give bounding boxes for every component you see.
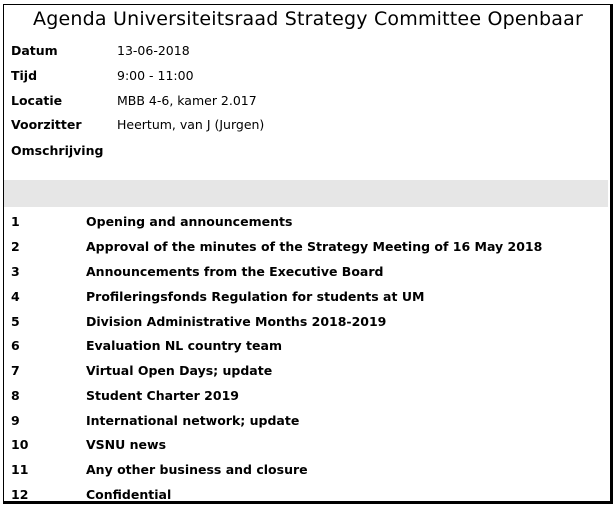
agenda-item-title: Virtual Open Days; update [86, 362, 273, 378]
agenda-item [11, 384, 239, 406]
meta-row-locatie [11, 90, 257, 110]
meta-value: Heertum, van J (Jurgen) [117, 116, 265, 132]
agenda-item-title: Any other business and closure [86, 461, 308, 477]
agenda-item-number: 7 [11, 362, 20, 378]
agenda-item-title: Confidential [86, 486, 172, 502]
agenda-item [11, 260, 383, 282]
agenda-item-title: Announcements from the Executive Board [86, 263, 384, 279]
agenda-item [11, 359, 272, 381]
agenda-item-number: 12 [11, 486, 29, 502]
document-title: Agenda Universiteitsraad Strategy Committee Openbaar [33, 8, 583, 30]
meta-value: 9:00 - 11:00 [117, 67, 194, 83]
meta-label: Datum [11, 42, 58, 58]
agenda-item-title: VSNU news [86, 436, 167, 452]
meta-label: Omschrijving [11, 142, 104, 158]
agenda-item-title: Student Charter 2019 [86, 387, 239, 403]
agenda-item-title: Division Administrative Months 2018-2019 [86, 313, 387, 329]
agenda-item-title: Approval of the minutes of the Strategy Meeting of 16 May 2018 [86, 238, 543, 254]
agenda-item [11, 285, 424, 307]
meta-value: MBB 4-6, kamer 2.017 [117, 92, 257, 108]
agenda-item [11, 458, 308, 480]
agenda-item [11, 483, 171, 505]
agenda-item-number: 5 [11, 313, 20, 329]
agenda-item-number: 6 [11, 337, 20, 353]
agenda-item [11, 310, 386, 332]
meta-label: Locatie [11, 92, 63, 108]
agenda-item [11, 334, 282, 356]
agenda-item-number: 8 [11, 387, 20, 403]
meta-label: Tijd [11, 67, 38, 83]
agenda-item [11, 235, 542, 257]
agenda-item-number: 9 [11, 412, 20, 428]
agenda-item-title: Profileringsfonds Regulation for students at UM [86, 288, 425, 304]
agenda-item-number: 3 [11, 263, 20, 279]
meta-label: Voorzitter [11, 116, 82, 132]
agenda-item [11, 210, 292, 232]
agenda-item-number: 2 [11, 238, 20, 254]
meta-row-datum [11, 40, 190, 60]
meta-value: 13-06-2018 [117, 42, 190, 58]
agenda-item-number: 1 [11, 213, 20, 229]
meta-row-omschrijving [11, 140, 117, 160]
agenda-item-number: 11 [11, 461, 29, 477]
agenda-item-title: International network; update [86, 412, 300, 428]
agenda-item-number: 10 [11, 436, 29, 452]
section-divider-band [4, 180, 608, 207]
meta-row-voorzitter [11, 114, 264, 134]
agenda-item-number: 4 [11, 288, 20, 304]
agenda-item-title: Opening and announcements [86, 213, 293, 229]
agenda-item-title: Evaluation NL country team [86, 337, 282, 353]
meta-row-tijd [11, 65, 194, 85]
agenda-item [11, 409, 299, 431]
agenda-item [11, 433, 166, 455]
